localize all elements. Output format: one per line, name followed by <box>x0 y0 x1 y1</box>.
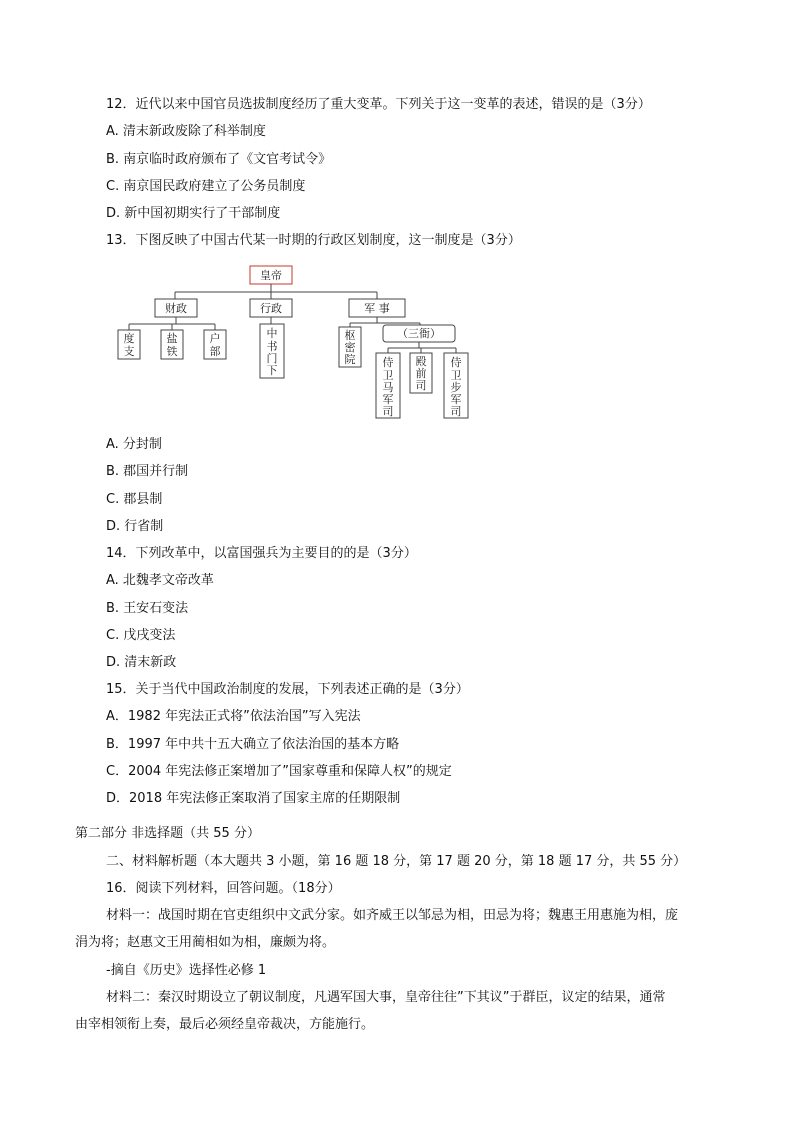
q12-option-b: B. 南京临时政府颁布了《文官考试令》 <box>106 152 332 167</box>
gc-char-1: 侍 <box>382 356 394 369</box>
q13-option-a: A. 分封制 <box>106 437 162 452</box>
q14-option-b: B. 王安石变法 <box>106 601 189 616</box>
administrative-system-diagram <box>115 262 475 424</box>
q14-option-a: A. 北魏孝文帝改革 <box>106 573 214 588</box>
q16-stem: 16．阅读下列材料，回答问题。（18分） <box>106 881 341 896</box>
zsmx-char-1: 中 <box>266 327 278 340</box>
finance-label: 财政 <box>165 302 187 315</box>
q14-option-d: D. 清末新政 <box>106 655 177 670</box>
smy-char-3: 院 <box>344 353 356 366</box>
zsmx-char-2: 书 <box>266 340 278 353</box>
q14-stem: 14．下列改革中，以富国强兵为主要目的的是（3分） <box>106 546 417 561</box>
q12-stem: 12．近代以来中国官员选拔制度经历了重大变革。下列关于这一变革的表述，错误的是（3分） <box>106 97 651 112</box>
hubu-char-2: 部 <box>209 345 221 358</box>
dqs-char-1: 殿 <box>415 355 427 368</box>
smy-char-1: 枢 <box>344 329 356 342</box>
emperor-label: 皇帝 <box>260 269 282 282</box>
q13-option-b: B. 郡国并行制 <box>106 464 189 479</box>
gc-char-4: 军 <box>382 393 394 406</box>
q15-option-a: A．1982 年宪法正式将”依法治国”写入宪法 <box>106 709 361 724</box>
q15-stem: 15．关于当代中国政治制度的发展，下列表述正确的是（3分） <box>106 682 469 697</box>
dqs-char-3: 司 <box>415 379 427 392</box>
gi-char-4: 军 <box>450 393 462 406</box>
q12-option-c: C. 南京国民政府建立了公务员制度 <box>106 179 306 194</box>
q15-option-b: B．1997 年中共十五大确立了依法治国的基本方略 <box>106 737 400 752</box>
dqs-char-2: 前 <box>415 367 427 380</box>
yantie-char-2: 铁 <box>166 345 178 358</box>
zsmx-char-4: 下 <box>266 364 278 377</box>
zsmx-char-3: 门 <box>266 352 278 365</box>
q15-option-c: C．2004 年宪法修正案增加了”国家尊重和保障人权”的规定 <box>106 764 452 779</box>
material2-line2: 由宰相领衔上奏，最后必须经皇帝裁决，方能施行。 <box>75 1017 375 1032</box>
gc-char-3: 马 <box>382 381 394 394</box>
part2-title: 第二部分 非选择题（共 55 分） <box>75 826 260 841</box>
gi-char-5: 司 <box>450 405 462 418</box>
three-guards-label: （三衙） <box>397 327 441 340</box>
q14-option-c: C. 戊戌变法 <box>106 628 176 643</box>
material1-line2: 涓为将；赵惠文王用蔺相如为相，廉颇为将。 <box>75 935 336 950</box>
q12-option-a: A. 清末新政废除了科举制度 <box>106 124 266 139</box>
hubu-char-1: 户 <box>209 332 221 345</box>
material1-line1: 材料一：战国时期在官吏组织中文武分家。如齐威王以邹忌为相，田忌为将；魏惠王用惠施为相，庞 <box>106 908 679 923</box>
part2-section: 二、材料解析题（本大题共 3 小题，第 16 题 18 分，第 17 题 20 分，第 18 题 17 分，共 55 分） <box>106 854 687 869</box>
yantie-char-1: 盐 <box>166 332 178 345</box>
gi-char-2: 卫 <box>450 369 462 382</box>
gi-char-3: 步 <box>450 381 462 394</box>
military-label: 军 事 <box>364 302 390 315</box>
gc-char-2: 卫 <box>382 369 394 382</box>
material1-source: -摘自《历史》选择性必修 1 <box>106 963 267 978</box>
q15-option-d: D．2018 年宪法修正案取消了国家主席的任期限制 <box>106 791 401 806</box>
smy-char-2: 密 <box>344 341 356 354</box>
duzhi-char-1: 度 <box>123 332 135 345</box>
gi-char-1: 侍 <box>450 356 462 369</box>
duzhi-char-2: 支 <box>123 345 135 358</box>
q13-option-d: D. 行省制 <box>106 519 164 534</box>
q12-option-d: D. 新中国初期实行了干部制度 <box>106 206 281 221</box>
admin-label: 行政 <box>260 302 282 315</box>
material2-line1: 材料二：秦汉时期设立了朝议制度，凡遇军国大事，皇帝往往”下其议”于群臣，议定的结果，通常 <box>106 990 666 1005</box>
gc-char-5: 司 <box>382 405 394 418</box>
q13-stem: 13．下图反映了中国古代某一时期的行政区划制度，这一制度是（3分） <box>106 233 521 248</box>
q13-option-c: C. 郡县制 <box>106 492 163 507</box>
